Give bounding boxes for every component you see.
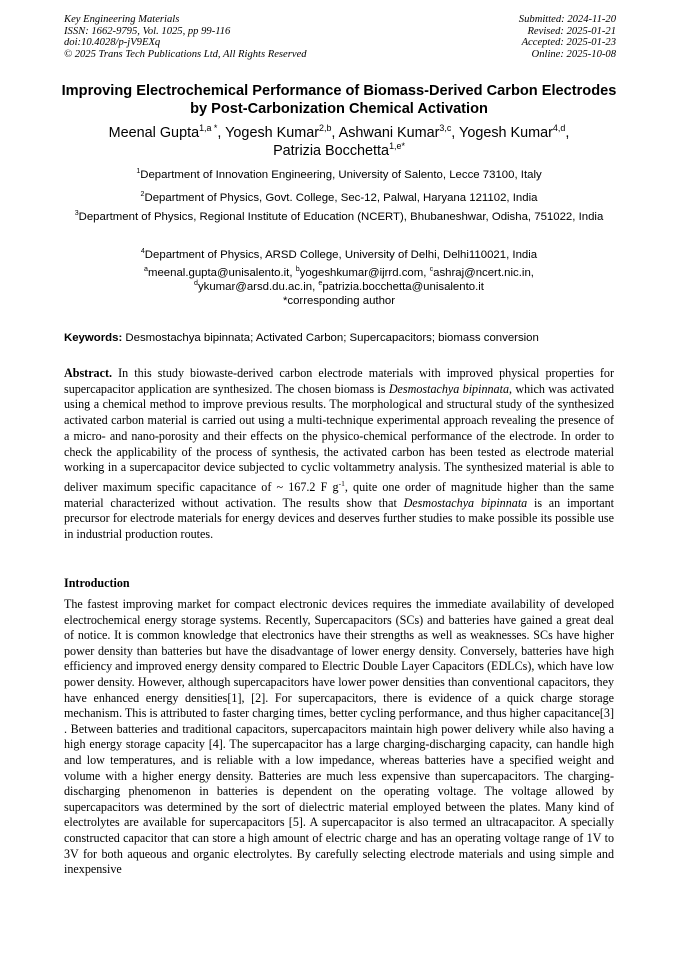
species-name: Desmostachya bipinnata [403, 495, 528, 510]
online-date: Online: 2025-10-08 [531, 48, 616, 60]
author-emails: $^a$meenal.gupta@unisalento.it, $^b$yogeshkumar@ijrrd.com, $^c$ashraj@ncert.nic.in, $^d$ykumar@arsd.du.ac.in, $^e$patrizia.bocchetta@unisalento.it *corresponding author [144, 266, 534, 307]
author-name: Yogesh Kumar [459, 125, 553, 141]
affiliation-number: 1 [136, 168, 141, 176]
affiliation [64, 210, 614, 224]
email-link[interactable]: yogeshkumar@ijrrd.com [299, 267, 424, 279]
author-name: Yogesh Kumar [225, 125, 320, 141]
author-affil-marker: 2,b [319, 123, 332, 134]
affiliation-text: Department of Physics, Regional Institute of Education (NCERT), Bhubaneshwar, Odisha, 751022, India [78, 211, 604, 223]
affiliation [64, 191, 614, 205]
abstract-text: In this study biowaste-derived carbon electrode materials with improved physical properties for supercapacitor application are synthesized. The chosen biomass is [64, 366, 614, 396]
affiliation-number: 3 [74, 210, 79, 218]
author-separator: , [451, 125, 460, 141]
author-separator: , [217, 125, 226, 141]
author-name: Meenal Gupta [108, 125, 200, 141]
author-name: Ashwani Kumar [338, 125, 440, 141]
keywords [64, 331, 619, 345]
journal-header-left [64, 14, 307, 60]
author-separator: , [331, 125, 339, 141]
author-affil-marker: 1,e* [389, 141, 405, 152]
abstract-label: Abstract. [64, 366, 113, 380]
doi: doi:10.4028/p-jV9EXq [64, 37, 161, 49]
abstract-text: , which was activated using a chemical method to improve previous results. The morphological and structural study of the synthesized activated carbon material is carried out using a multi-technique experimental approach revealing the presence of a micro- and nano-porosity and their effects on the physico-chemical performance of the electrode. In order to check the applicability of the process of synthesis, the activated carbon has been tested as electrode material working in a supercapacitor device subjected to cyclic voltammetry analysis. The synthesized material is able to deliver maximum specific capacitance of ~ 167.2 F g [64, 381, 614, 494]
affiliation [64, 248, 614, 262]
affiliation-text: Department of Physics, ARSD College, University of Delhi, Delhi110021, India [144, 249, 538, 261]
email-link[interactable]: ykumar@arsd.du.ac.in [197, 281, 313, 293]
journal-name: Key Engineering Materials [64, 14, 180, 25]
unit-exponent: -1 [338, 478, 345, 488]
revised-date: Revised: 2025-01-21 [527, 25, 616, 37]
introduction-text: The fastest improving market for compact electronic devices requires the immediate availability of developed electrochemical energy storage systems. Recently, Supercapacitors (SCs) and batteries have gained a great deal of notice. It is common knowledge that electronics have their strengths as well as weaknesses. SCs have higher power density than batteries but have the disadvantage of lower energy density. Conversely, batteries have high efficiency and improved energy density compared to Electric Double Layer Capacitors (EDLCs), which have low power density. However, although supercapacitors have lower power densities than conventional capacitors, they have enhanced energy densities[1], [2]. For supercapacitors, there is evidence of a quick charge storage mechanism. This is attributed to faster charging times, better cycling performance, and thus higher capacitance[3] . Between batteries and traditional capacitors, supercapacitors maintain high power delivery while also having a high energy storage capacity [4]. The supercapacitor has a large charging-discharging capacity, can handle high and low temperatures, and is reliable with a low impedance, whereas batteries have a specified weight and volume with a higher energy density. Batteries are much less expensive than supercapacitors. The charging-discharging phenomenon in batteries is dependent on the operating voltage. The voltage allowed by supercapacitors was determined by the sort of dielectric material employed between the plates. Many kind of electrolytes are available for supercapacitors [5]. A supercapacitor is also termed an ultracapacitor. A specially constructed capacitor that can store a high amount of electric charge and has an operating voltage range of 1V to 3V for both aqueous and organic electrolytes. By carefully selecting electrode materials and using simple and inexpensive [64, 597, 614, 877]
abstract [64, 366, 614, 543]
paper-title: Improving Electrochemical Performance of Biomass-Derived Carbon Electrodes by Post-Carbonization Chemical Activation [61, 83, 617, 117]
abstract-text: is an important precursor for electrode materials for energy devices and deserves further studies to make possible its possible use in industrial production routes. [64, 495, 614, 542]
journal-header-right [519, 14, 616, 60]
issn: ISSN: 1662-9795, Vol. 1025, pp 99-116 [64, 25, 231, 37]
email-link[interactable]: meenal.gupta@unisalento.it [147, 267, 290, 279]
abstract-text: , quite one order of magnitude higher than the same material characterized without activation. The results show that [64, 479, 615, 510]
author-name: Patrizia Bocchetta [273, 143, 390, 159]
accepted-date: Accepted: 2025-01-23 [521, 37, 616, 49]
affiliation-number: 2 [140, 191, 145, 199]
affiliation-text: Department of Innovation Engineering, University of Salento, Lecce 73100, Italy [140, 169, 542, 181]
species-name: Desmostachya bipinnata [388, 381, 510, 396]
corresponding-note: *corresponding author [282, 295, 396, 307]
author-affil-marker: 4,d [552, 123, 566, 134]
section-heading-introduction: Introduction [64, 576, 130, 590]
email-link[interactable]: patrizia.bocchetta@unisalento.it [322, 281, 484, 293]
author-separator: , [565, 125, 570, 141]
affiliation-text: Department of Physics, Govt. College, Sec-12, Palwal, Haryana 121102, India [144, 192, 538, 204]
affiliation-number: 4 [140, 248, 145, 256]
submitted-date: Submitted: 2024-11-20 [518, 14, 616, 25]
author-list [60, 124, 618, 160]
copyright: © 2025 Trans Tech Publications Ltd, All Rights Reserved [64, 48, 307, 60]
keywords-text: Desmostachya bipinnata; Activated Carbon; Supercapacitors; biomass conversion [125, 332, 539, 344]
affiliation [64, 168, 614, 182]
keywords-label: Keywords: [64, 332, 123, 344]
author-affil-marker: 3,c [439, 123, 452, 134]
author-affil-marker: 1,a * [199, 123, 218, 134]
email-link[interactable]: ashraj@ncert.nic.in [433, 267, 531, 279]
